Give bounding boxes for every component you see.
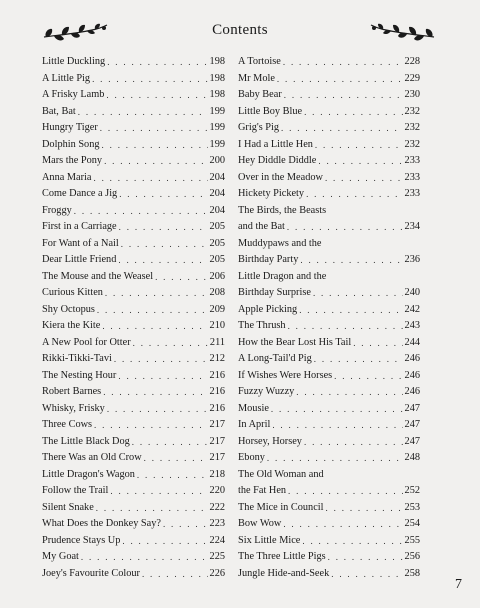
entry-title: Jungle Hide-and-Seek (238, 567, 330, 579)
dot-leader (106, 87, 207, 104)
contents-entry[interactable] (238, 252, 420, 269)
contents-entry[interactable] (238, 153, 420, 170)
contents-entry[interactable] (42, 549, 225, 566)
contents-entry[interactable] (238, 269, 420, 286)
entry-page-number: 233 (404, 155, 420, 166)
contents-entry[interactable] (42, 335, 225, 352)
contents-entry[interactable] (238, 368, 420, 385)
entry-title: Rikki-Tikki-Tavi (42, 353, 112, 364)
entry-page-number: 218 (209, 468, 225, 480)
entry-title: Three Cows (42, 419, 93, 430)
entry-title: Hickety Pickety (238, 188, 305, 199)
entry-title: Mars the Pony (42, 155, 103, 166)
dot-leader (287, 219, 403, 236)
dot-leader (283, 516, 402, 533)
contents-header (0, 22, 480, 46)
entry-title: Anna Maria (42, 171, 92, 183)
contents-entry[interactable] (42, 269, 225, 286)
contents-entry[interactable] (238, 170, 420, 187)
entry-title: Hey Diddle Diddle (238, 155, 317, 166)
entry-page-number: 209 (209, 303, 225, 315)
dot-leader (315, 137, 403, 154)
entry-page-number: 216 (209, 402, 225, 414)
dot-leader (133, 335, 208, 352)
dot-leader (284, 87, 403, 104)
entry-title: The Mice in Council (238, 501, 324, 513)
entry-page-number: 205 (209, 237, 225, 249)
entry-title: Silent Snake (42, 501, 94, 513)
entry-title: Little Dragon's Wagon (42, 468, 135, 480)
contents-entry[interactable] (42, 368, 225, 385)
contents-column-left (42, 54, 225, 582)
contents-entry[interactable] (42, 516, 225, 533)
entry-page-number: 256 (404, 551, 420, 562)
contents-entry[interactable] (42, 483, 225, 500)
contents-entry[interactable] (238, 236, 420, 253)
entry-page-number: 198 (209, 56, 225, 67)
dot-leader (302, 533, 402, 550)
entry-title: A Tortoise (238, 56, 281, 67)
contents-entry[interactable] (42, 153, 225, 170)
entry-page-number: 216 (209, 369, 225, 381)
dot-leader (102, 137, 208, 154)
entry-title: Dear Little Friend (42, 254, 117, 265)
entry-title: What Does the Donkey Say? (42, 518, 161, 529)
dot-leader (281, 120, 403, 137)
contents-entry[interactable] (238, 285, 420, 302)
entry-page-number: 232 (404, 138, 420, 150)
contents-entry[interactable] (238, 71, 420, 88)
dot-leader (102, 318, 207, 335)
contents-entry[interactable] (238, 434, 420, 451)
entry-title: Birthday Surprise (238, 287, 311, 298)
dot-leader (271, 401, 403, 418)
entry-title: Little Duckling (42, 56, 106, 67)
contents-entry[interactable] (238, 54, 420, 71)
entry-page-number: 206 (209, 270, 225, 282)
entry-title: Baby Bear (238, 89, 282, 100)
contents-entry[interactable] (238, 87, 420, 104)
dot-leader (118, 368, 207, 385)
contents-entry[interactable] (42, 71, 225, 88)
dot-leader (272, 417, 402, 434)
entry-page-number: 220 (209, 485, 225, 496)
entry-title: Ebony (238, 452, 265, 463)
dot-leader (163, 516, 208, 533)
dot-leader (318, 153, 402, 170)
entry-title: and the Bat (238, 221, 285, 232)
dot-leader (331, 566, 402, 583)
contents-entry[interactable] (238, 467, 420, 484)
dot-leader (78, 104, 208, 121)
entry-page-number: 242 (404, 303, 420, 315)
entry-page-number: 234 (404, 221, 420, 232)
entry-page-number: 232 (404, 105, 420, 117)
entry-page-number: 253 (404, 501, 420, 513)
contents-entry[interactable] (42, 104, 225, 121)
dot-leader (74, 203, 208, 220)
entry-title: Whisky, Frisky (42, 402, 105, 414)
dot-leader (114, 351, 208, 368)
contents-entry[interactable] (42, 533, 225, 550)
contents-entry[interactable] (42, 302, 225, 319)
entry-page-number: 217 (209, 452, 225, 463)
contents-entry[interactable] (42, 318, 225, 335)
contents-entry[interactable] (238, 417, 420, 434)
entry-page-number: 217 (209, 419, 225, 430)
page-title: Contents (212, 22, 268, 38)
contents-entry[interactable] (42, 450, 225, 467)
contents-entry[interactable] (238, 533, 420, 550)
entry-title: Birthday Party (238, 254, 299, 265)
entry-title: First in a Carriage (42, 221, 117, 232)
dot-leader (144, 450, 208, 467)
dot-leader (122, 533, 207, 550)
entry-page-number: 246 (404, 369, 420, 381)
entry-title: A Long-Tail'd Pig (238, 353, 312, 364)
dot-leader (118, 252, 207, 269)
entry-page-number: 199 (209, 138, 225, 150)
entry-title: I Had a Little Hen (238, 138, 313, 150)
entry-page-number: 254 (404, 518, 420, 529)
dot-leader (334, 368, 402, 385)
entry-title: The Old Woman and (238, 468, 324, 480)
dot-leader (325, 170, 403, 187)
dot-leader (96, 500, 208, 517)
dot-leader (277, 71, 403, 88)
contents-entry[interactable] (238, 318, 420, 335)
entry-title: The Little Black Dog (42, 435, 130, 447)
entry-title: Dolphin Song (42, 138, 100, 150)
dot-leader (306, 186, 402, 203)
contents-entry[interactable] (42, 203, 225, 220)
dot-leader (107, 54, 207, 71)
contents-entry[interactable] (42, 170, 225, 187)
dot-leader (304, 104, 402, 121)
dot-leader (110, 483, 207, 500)
contents-entry[interactable] (42, 219, 225, 236)
contents-entry[interactable] (42, 54, 225, 71)
dot-leader (155, 269, 207, 286)
dot-leader (267, 450, 403, 467)
entry-page-number: 216 (209, 386, 225, 397)
contents-entry[interactable] (238, 104, 420, 121)
entry-title: Bat, Bat (42, 105, 76, 117)
entry-page-number: 212 (209, 353, 225, 364)
entry-title: The Mouse and the Weasel (42, 270, 154, 282)
contents-entry[interactable] (238, 549, 420, 566)
contents-entry[interactable] (238, 335, 420, 352)
dot-leader (283, 54, 403, 71)
entry-title: In April (238, 419, 271, 430)
contents-entry[interactable] (238, 401, 420, 418)
dot-leader (328, 549, 403, 566)
entry-page-number: 223 (209, 518, 225, 529)
dot-leader (121, 236, 208, 253)
entry-page-number: 233 (404, 171, 420, 183)
dot-leader (142, 566, 208, 583)
entry-page-number: 247 (404, 419, 420, 430)
entry-page-number: 199 (209, 105, 225, 117)
contents-entry[interactable] (42, 87, 225, 104)
entry-page-number: 243 (404, 320, 420, 331)
entry-title: Little Dragon and the (238, 270, 327, 282)
entry-page-number: 226 (209, 567, 225, 579)
entry-title: The Nesting Hour (42, 369, 117, 381)
entry-title: Over in the Meadow (238, 171, 323, 183)
contents-entry[interactable] (42, 500, 225, 517)
dot-leader (300, 252, 402, 269)
contents-entry[interactable] (238, 483, 420, 500)
entry-page-number: 224 (209, 534, 225, 546)
dot-leader (288, 483, 403, 500)
entry-title: There Was an Old Crow (42, 452, 142, 463)
entry-title: Curious Kitten (42, 287, 103, 298)
contents-entry[interactable] (42, 467, 225, 484)
entry-title: the Fat Hen (238, 485, 287, 496)
entry-page-number: 225 (209, 551, 225, 562)
entry-page-number: 252 (404, 485, 420, 496)
entry-title: The Birds, the Beasts (238, 204, 327, 216)
dot-leader (103, 384, 207, 401)
contents-entry[interactable] (238, 450, 420, 467)
dot-leader (92, 71, 207, 88)
entry-title: Kiera the Kite (42, 320, 101, 331)
entry-title: Bow Wow (238, 518, 282, 529)
contents-entry[interactable] (42, 252, 225, 269)
contents-entry[interactable] (42, 120, 225, 137)
entry-title: Grig's Pig (238, 122, 280, 133)
dot-leader (93, 170, 207, 187)
dot-leader (104, 153, 207, 170)
entry-title: Mr Mole (238, 72, 275, 84)
contents-entry[interactable] (42, 186, 225, 203)
entry-page-number: 232 (404, 122, 420, 133)
contents-entry[interactable] (238, 302, 420, 319)
dot-leader (314, 351, 403, 368)
dot-leader (119, 186, 207, 203)
entry-title: For Want of a Nail (42, 237, 119, 249)
entry-page-number: 233 (404, 188, 420, 199)
dot-leader (288, 318, 403, 335)
entry-page-number: 230 (404, 89, 420, 100)
entry-page-number: 208 (209, 287, 225, 298)
entry-page-number: 244 (404, 336, 420, 348)
entry-page-number: 247 (404, 402, 420, 414)
entry-page-number: 217 (209, 435, 225, 447)
entry-page-number: 247 (404, 435, 420, 447)
entry-title: Horsey, Horsey (238, 435, 302, 447)
entry-page-number: 236 (404, 254, 420, 265)
dot-leader (137, 467, 208, 484)
entry-title: Muddypaws and the (238, 237, 322, 249)
entry-title: A New Pool for Otter (42, 336, 131, 348)
entry-title: Apple Picking (238, 303, 298, 315)
entry-title: Follow the Trail (42, 485, 109, 496)
entry-page-number: 198 (209, 89, 225, 100)
contents-entry[interactable] (238, 186, 420, 203)
entry-page-number: 246 (404, 386, 420, 397)
entry-page-number: 205 (209, 221, 225, 232)
contents-entry[interactable] (238, 500, 420, 517)
entry-title: Mousie (238, 402, 269, 414)
contents-entry[interactable] (238, 203, 420, 220)
contents-entry[interactable] (42, 401, 225, 418)
entry-title: How the Bear Lost His Tail (238, 336, 352, 348)
contents-entry[interactable] (42, 384, 225, 401)
entry-title: My Goat (42, 551, 79, 562)
leaf-sprig-ornament-icon (368, 22, 438, 44)
dot-leader (313, 285, 403, 302)
entry-page-number: 258 (404, 567, 420, 579)
page-number: 7 (455, 577, 462, 592)
entry-page-number: 205 (209, 254, 225, 265)
dot-leader (100, 120, 208, 137)
entry-page-number: 248 (404, 452, 420, 463)
dot-leader (81, 549, 208, 566)
contents-entry[interactable] (42, 417, 225, 434)
dot-leader (299, 302, 402, 319)
entry-title: Little Boy Blue (238, 105, 303, 117)
contents-entry[interactable] (238, 120, 420, 137)
contents-entry[interactable] (42, 351, 225, 368)
entry-page-number: 204 (209, 188, 225, 199)
dot-leader (132, 434, 208, 451)
entry-title: Joey's Favourite Colour (42, 567, 140, 579)
entry-title: Hungry Tiger (42, 122, 98, 133)
dot-leader (326, 500, 403, 517)
contents-entry[interactable] (238, 219, 420, 236)
entry-page-number: 211 (209, 336, 225, 348)
entry-page-number: 204 (209, 204, 225, 216)
contents-entry[interactable] (238, 384, 420, 401)
dot-leader (107, 401, 208, 418)
entry-title: Six Little Mice (238, 534, 301, 546)
contents-entry[interactable] (42, 566, 225, 583)
dot-leader (94, 417, 208, 434)
entry-title: Come Dance a Jig (42, 188, 118, 199)
contents-entry[interactable] (238, 351, 420, 368)
entry-page-number: 222 (209, 501, 225, 513)
entry-title: Prudence Stays Up (42, 534, 121, 546)
contents-entry[interactable] (238, 516, 420, 533)
dot-leader (119, 219, 208, 236)
contents-entry[interactable] (42, 236, 225, 253)
contents-entry[interactable] (238, 137, 420, 154)
dot-leader (304, 434, 403, 451)
dot-leader (97, 302, 208, 319)
contents-entry[interactable] (238, 566, 420, 583)
entry-title: Robert Barnes (42, 386, 102, 397)
entry-page-number: 199 (209, 122, 225, 133)
entry-title: The Thrush (238, 320, 286, 331)
entry-title: A Little Pig (42, 72, 91, 84)
contents-entry[interactable] (42, 434, 225, 451)
entry-page-number: 210 (209, 320, 225, 331)
entry-page-number: 228 (404, 56, 420, 67)
contents-entry[interactable] (42, 285, 225, 302)
entry-page-number: 229 (404, 72, 420, 84)
entry-title: Fuzzy Wuzzy (238, 386, 295, 397)
entry-page-number: 246 (404, 353, 420, 364)
dot-leader (296, 384, 402, 401)
entry-title: The Three Little Pigs (238, 551, 326, 562)
entry-title: If Wishes Were Horses (238, 369, 333, 381)
entry-page-number: 204 (209, 171, 225, 183)
entry-title: Froggy (42, 204, 72, 216)
dot-leader (353, 335, 402, 352)
entry-title: A Frisky Lamb (42, 89, 105, 100)
entry-page-number: 198 (209, 72, 225, 84)
contents-entry[interactable] (42, 137, 225, 154)
entry-page-number: 240 (404, 287, 420, 298)
contents-column-right (238, 54, 420, 582)
entry-title: Shy Octopus (42, 303, 95, 315)
entry-page-number: 200 (209, 155, 225, 166)
dot-leader (105, 285, 208, 302)
entry-page-number: 255 (404, 534, 420, 546)
